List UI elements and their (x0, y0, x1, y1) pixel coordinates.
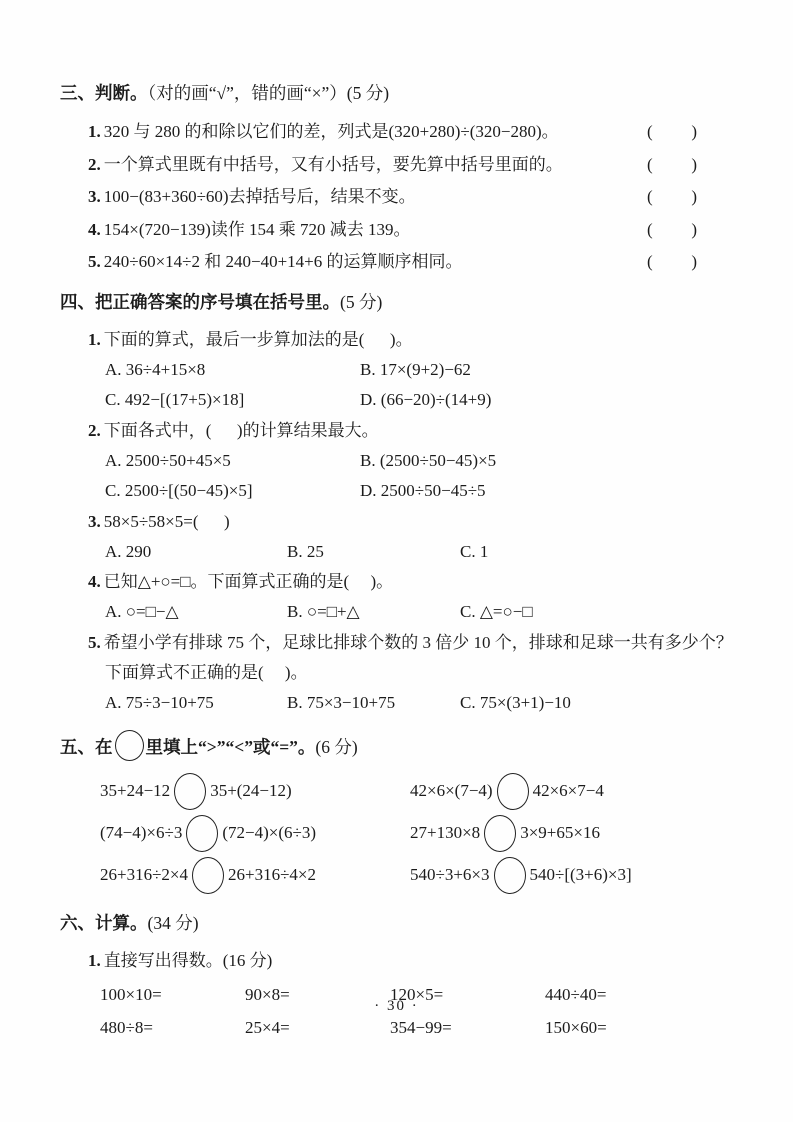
comparison-circle (494, 857, 526, 894)
choice-item-1 (60, 325, 737, 416)
comparison-pair (410, 854, 632, 896)
section-calculation-score: (34 分) (147, 913, 199, 933)
option-b: B. ○=□+△ (287, 602, 360, 621)
judgment-item-4 (60, 214, 737, 247)
item-number: 1. (88, 122, 101, 141)
bracket-open: ( (647, 252, 653, 271)
section-calculation-heading (60, 908, 737, 938)
comparison-pair (410, 812, 600, 854)
options-grid (88, 355, 737, 416)
judgment-text: 一个算式里既有中括号，又有小括号，要先算中括号里面的。 (103, 154, 563, 174)
comparison-circle (186, 815, 218, 852)
bracket-close: ) (691, 122, 697, 141)
expression-right: 3×9+65×16 (520, 823, 600, 842)
options-grid (88, 688, 737, 719)
section-judgment-title: 三、判断。 (60, 83, 148, 103)
section-calculation (60, 908, 737, 1044)
option-a: A. 2500÷50+45×5 (105, 450, 231, 470)
item-number: 5. (88, 252, 101, 271)
comparison-circle (174, 773, 206, 810)
answer-bracket (647, 116, 697, 149)
calc-expression: 480÷8= (100, 1018, 153, 1037)
judgment-text: 100−(83+360÷60)去掉括号后，结果不变。 (103, 187, 416, 206)
question-text: 希望小学有排球 75 个，足球比排球个数的 3 倍少 10 个，排球和足球一共有多少个？下面算式不正确的是( )。 (103, 632, 733, 682)
subheading-text: 直接写出得数。 (103, 951, 223, 970)
item-number: 2. (88, 420, 101, 440)
comparison-pair (100, 812, 410, 854)
option-c: C. △=○−□ (460, 602, 533, 621)
bracket-open: ( (647, 219, 653, 239)
comparison-circle (484, 815, 516, 852)
choice-item-2 (60, 416, 737, 507)
calc-expression: 120×5= (390, 985, 444, 1004)
option-c: C. 2500÷[(50−45)×5] (105, 481, 253, 500)
section-compare-title-pre: 五、在 (60, 737, 113, 757)
calc-expression: 90×8= (245, 985, 290, 1004)
judgment-text: 240÷60×14÷2 和 240−40+14+6 的运算顺序相同。 (103, 252, 463, 271)
question-text: 已知△+○=□。下面算式正确的是( )。 (103, 572, 394, 591)
comparison-pair (100, 854, 410, 896)
judgment-item-1 (60, 116, 737, 149)
item-number: 3. (88, 511, 101, 531)
comparison-circle (192, 857, 224, 894)
question-line (88, 507, 737, 537)
item-number: 4. (88, 572, 101, 591)
section-judgment-heading (60, 78, 737, 108)
comparison-row-1 (100, 770, 737, 812)
bracket-open: ( (647, 122, 653, 141)
bracket-open: ( (647, 154, 653, 174)
expression-left: 42×6×(7−4) (410, 781, 493, 800)
question-line (88, 325, 737, 355)
calc-expression: 100×10= (100, 985, 162, 1004)
judgment-text: 320 与 280 的和除以它们的差，列式是(320+280)÷(320−280)。 (103, 122, 559, 141)
expression-right: (72−4)×(6÷3) (222, 823, 316, 842)
question-text: 下面各式中，( )的计算结果最大。 (103, 420, 379, 440)
calculation-subheading (60, 946, 737, 976)
bracket-open: ( (647, 187, 653, 206)
option-b: B. 75×3−10+75 (287, 692, 396, 712)
section-multiple-choice-score: (5 分) (340, 291, 383, 312)
judgment-item-5 (60, 246, 737, 279)
section-multiple-choice (60, 287, 737, 719)
item-number: 3. (88, 187, 101, 206)
comparison-row-2 (100, 812, 737, 854)
question-line (88, 628, 737, 688)
option-a: A. 36÷4+15×8 (105, 359, 206, 379)
options-grid (88, 446, 737, 507)
section-multiple-choice-heading (60, 287, 737, 317)
judgment-item-3 (60, 181, 737, 214)
section-judgment (60, 78, 737, 279)
option-b: B. 17×(9+2)−62 (360, 359, 471, 379)
question-line (88, 567, 737, 597)
expression-left: 540÷3+6×3 (410, 865, 490, 884)
section-compare-score: (6 分) (315, 737, 358, 757)
expression-right: 540÷[(3+6)×3] (529, 865, 632, 884)
expression-left: 35+24−12 (100, 781, 171, 800)
bracket-close: ) (691, 219, 697, 239)
section-compare (60, 730, 737, 896)
bracket-close: ) (691, 187, 697, 206)
item-number: 5. (88, 632, 101, 652)
section-compare-title-post: 里填上“>”“<”或“=”。 (145, 737, 316, 757)
option-d: D. 2500÷50−45÷5 (360, 481, 486, 500)
options-grid (88, 597, 737, 628)
option-c: C. 492−[(17+5)×18] (105, 390, 245, 409)
comparison-circle (497, 773, 529, 810)
expression-right: 42×6×7−4 (532, 781, 604, 800)
bracket-close: ) (691, 154, 697, 174)
option-c: C. 1 (460, 541, 489, 561)
item-number: 1. (88, 951, 101, 970)
item-number: 1. (88, 329, 101, 349)
question-text: 下面的算式，最后一步算加法的是( )。 (103, 329, 413, 349)
choice-item-5 (60, 628, 737, 719)
answer-bracket (647, 214, 697, 247)
expression-left: 27+130×8 (410, 823, 481, 842)
option-b: B. (2500÷50−45)×5 (360, 450, 497, 470)
expression-right: 26+316÷4×2 (228, 865, 317, 884)
option-d: D. (66−20)÷(14+9) (360, 390, 492, 409)
item-number: 4. (88, 219, 101, 239)
choice-item-4 (60, 567, 737, 628)
item-number: 2. (88, 154, 101, 174)
bracket-close: ) (691, 252, 697, 271)
option-c: C. 75×(3+1)−10 (460, 692, 571, 712)
judgment-text: 154×(720−139)读作 154 乘 720 减去 139。 (103, 219, 411, 239)
calc-expression: 354−99= (390, 1018, 452, 1037)
question-text: 58×5÷58×5=( ) (103, 511, 230, 531)
answer-bracket (647, 181, 697, 214)
section-calculation-title: 六、计算。 (60, 913, 148, 933)
option-a: A. 290 (105, 541, 152, 561)
option-b: B. 25 (287, 541, 324, 561)
expression-left: (74−4)×6÷3 (100, 823, 183, 842)
section-multiple-choice-title: 四、把正确答案的序号填在括号里。 (60, 291, 340, 312)
answer-bracket (647, 149, 697, 182)
section-compare-heading (60, 730, 737, 762)
comparison-pair (410, 770, 604, 812)
expression-right: 35+(24−12) (210, 781, 292, 800)
section-judgment-note: （对的画“√”，错的画“×”）(5 分) (147, 83, 390, 103)
choice-item-3 (60, 507, 737, 568)
calc-expression: 25×4= (245, 1018, 290, 1037)
comparison-pair (100, 770, 410, 812)
comparison-grid (60, 770, 737, 896)
judgment-item-2 (60, 149, 737, 182)
subheading-score: (16 分) (222, 951, 273, 970)
calc-expression: 440÷40= (545, 985, 607, 1004)
comparison-row-3 (100, 854, 737, 896)
answer-bracket (647, 246, 697, 279)
page-number: · 30 · (374, 998, 419, 1014)
option-a: A. 75÷3−10+75 (105, 692, 214, 712)
options-grid (88, 537, 737, 568)
option-a: A. ○=□−△ (105, 602, 179, 621)
expression-left: 26+316÷2×4 (100, 865, 189, 884)
compare-header-circle (115, 730, 144, 761)
calc-expression: 150×60= (545, 1018, 607, 1037)
question-line (88, 416, 737, 446)
